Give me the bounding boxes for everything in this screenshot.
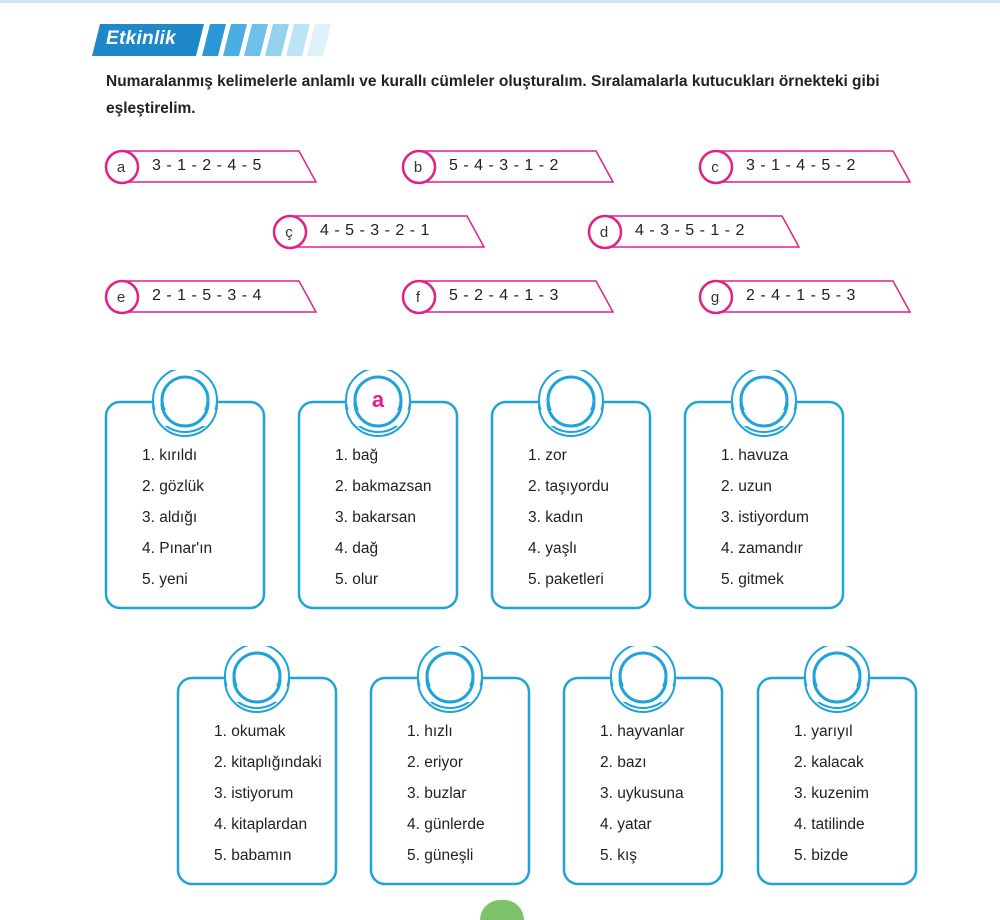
word-list [335,440,432,595]
word-item: 1. havuza [721,447,789,464]
word-item: 4. Pınar'ın [142,540,213,557]
pill-letter: d [599,224,609,241]
word-item: 2. gözlük [142,478,205,495]
word-card-7 [562,646,724,881]
answer-pill-1 [104,148,319,184]
word-item: 1. kırıldı [142,447,198,464]
pill-sequence: 3 - 1 - 4 - 5 - 2 [746,157,856,174]
word-card-6 [369,646,531,881]
word-list [407,716,485,871]
answer-pill-8 [698,278,913,314]
word-item: 2. kalacak [794,754,864,771]
word-item: 1. okumak [214,723,286,740]
activity-title: Etkinlik [106,28,176,49]
instruction-text: Numaralanmış kelimelerle anlamlı ve kurallı cümleler oluşturalım. Sıralamalarla kutucukları örnekteki gibi eşleştirelim. [106,73,880,117]
word-list [721,440,809,595]
word-card-3 [490,370,652,605]
word-item: 3. bakarsan [335,509,416,526]
top-border [0,0,1000,3]
word-item: 5. babamın [214,847,292,864]
word-item: 5. gitmek [721,571,784,588]
word-list [600,716,684,871]
word-card-8 [756,646,918,881]
pill-sequence: 4 - 3 - 5 - 1 - 2 [635,222,745,239]
word-list [214,716,322,871]
word-list [528,440,609,595]
word-item: 3. kadın [528,509,584,526]
word-item: 2. kitaplığındaki [214,754,322,771]
pill-letter: e [116,289,126,306]
answer-pill-7 [401,278,616,314]
pill-sequence: 3 - 1 - 2 - 4 - 5 [152,157,262,174]
word-item: 5. güneşli [407,847,474,864]
answer-pill-3 [698,148,913,184]
page-corner-decoration [480,900,524,920]
word-item: 3. aldığı [142,509,198,526]
word-item: 5. bizde [794,847,849,864]
word-item: 1. hızlı [407,723,453,740]
word-item: 4. kitaplardan [214,816,308,833]
word-item: 5. yeni [142,571,188,588]
word-item: 2. bakmazsan [335,478,432,495]
card-answer-slot[interactable]: a [371,387,385,412]
word-item: 2. bazı [600,754,647,771]
word-item: 3. buzlar [407,785,467,802]
word-item: 5. kış [600,847,638,864]
pill-letter: g [710,289,720,306]
pill-letter: b [413,159,423,176]
word-item: 4. yaşlı [528,540,578,557]
word-item: 2. uzun [721,478,772,495]
pill-letter: f [415,289,421,306]
word-item: 5. olur [335,571,379,588]
answer-pill-5 [587,213,802,249]
word-item: 3. istiyorum [214,785,294,802]
pill-letter: a [116,159,126,176]
answer-pill-4 [272,213,487,249]
word-item: 4. tatilinde [794,816,865,833]
word-card-5 [176,646,338,881]
word-item: 4. günlerde [407,816,485,833]
pill-letter: c [711,159,719,176]
pill-sequence: 5 - 2 - 4 - 1 - 3 [449,287,559,304]
word-item: 3. istiyordum [721,509,809,526]
word-item: 1. yarıyıl [794,723,853,740]
word-item: 2. taşıyordu [528,478,609,495]
word-list [142,440,212,595]
word-item: 5. paketleri [528,571,604,588]
word-item: 3. kuzenim [794,785,869,802]
word-card-2 [297,370,459,605]
word-card-4 [683,370,845,605]
word-item: 3. uykusuna [600,785,684,802]
pill-sequence: 2 - 1 - 5 - 3 - 4 [152,287,262,304]
word-item: 1. bağ [335,447,379,464]
word-item: 4. dağ [335,540,379,557]
word-item: 2. eriyor [407,754,463,771]
answer-pill-6 [104,278,319,314]
word-item: 1. hayvanlar [600,723,685,740]
pill-sequence: 4 - 5 - 3 - 2 - 1 [320,222,430,239]
word-card-1 [104,370,266,605]
pill-sequence: 2 - 4 - 1 - 5 - 3 [746,287,856,304]
pill-sequence: 5 - 4 - 3 - 1 - 2 [449,157,559,174]
word-item: 1. zor [528,447,567,464]
word-list [794,716,869,871]
answer-pill-2 [401,148,616,184]
word-item: 4. yatar [600,816,652,833]
pill-letter: ç [285,224,293,241]
word-item: 4. zamandır [721,540,803,557]
